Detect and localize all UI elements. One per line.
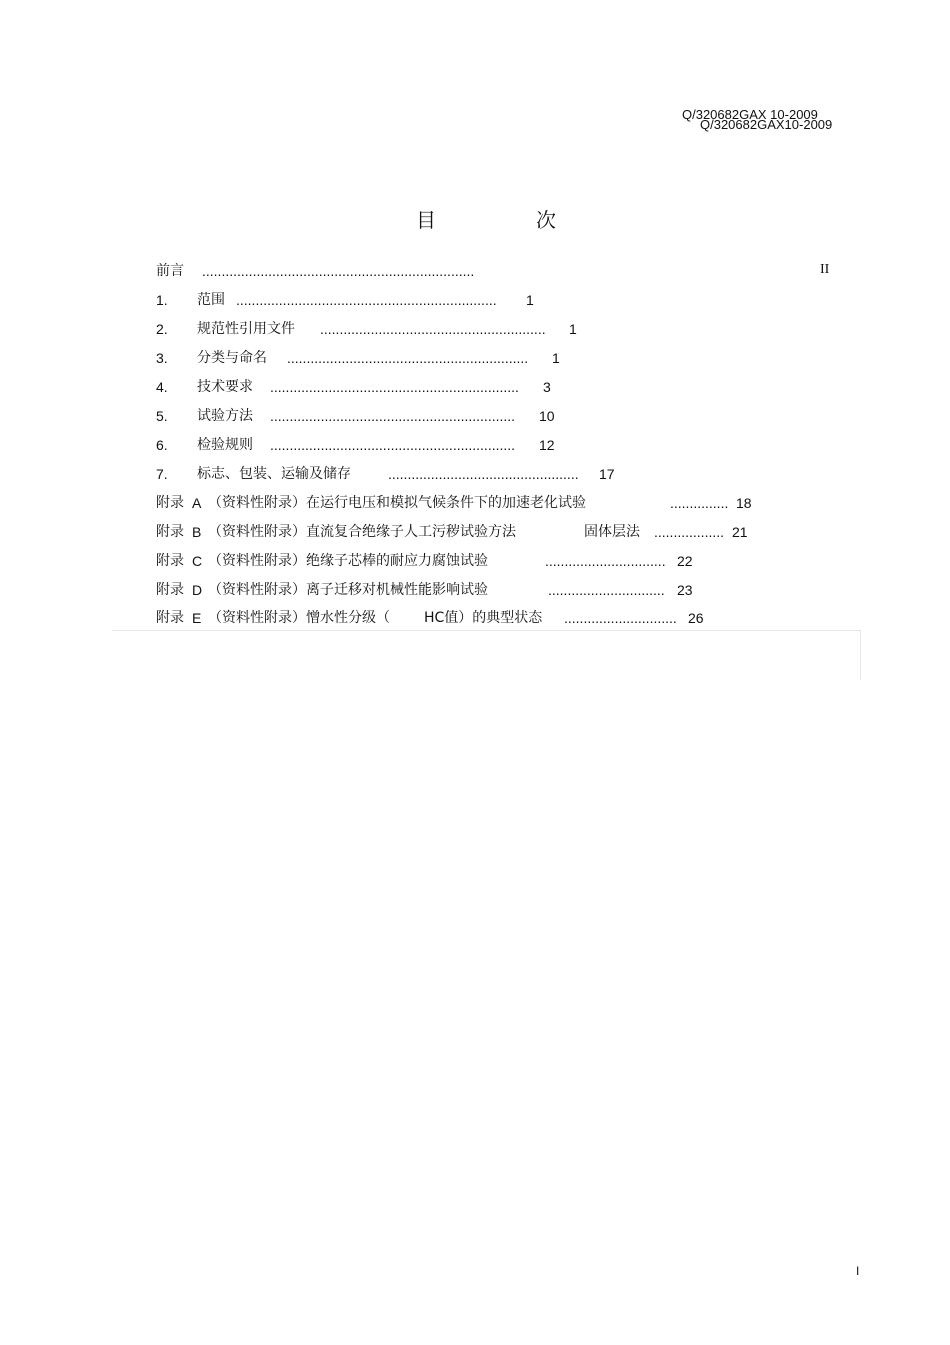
toc-page-number: 21 — [732, 524, 748, 540]
toc-appendix-prefix: 附录 — [156, 524, 184, 540]
toc-page-number: 3 — [543, 379, 551, 395]
toc-page-number: 26 — [688, 610, 704, 626]
toc-label: （资料性附录）在运行电压和模拟气候条件下的加速老化试验 — [208, 495, 586, 511]
toc-appendix-prefix: 附录 — [156, 495, 184, 511]
toc-number: 5. — [156, 408, 168, 424]
toc-appendix-letter: E — [192, 610, 202, 626]
toc-leader-dots: ............................................................... — [270, 437, 516, 453]
toc-number: 4. — [156, 379, 168, 395]
toc-appendix-prefix: 附录 — [156, 610, 184, 626]
toc-number: 2. — [156, 321, 168, 337]
toc-label: （资料性附录）绝缘子芯棒的耐应力腐蚀试验 — [208, 553, 488, 569]
toc-label: 检验规则 — [197, 437, 253, 453]
toc-page-number: 10 — [539, 408, 555, 424]
toc-number: 1. — [156, 292, 168, 308]
toc-label: 范围 — [197, 292, 225, 308]
toc-page-number: 23 — [677, 582, 693, 598]
toc-page-number: 17 — [599, 466, 615, 482]
toc-leader-dots: .......................................................... — [320, 321, 546, 337]
toc-label: （资料性附录）离子迁移对机械性能影响试验 — [208, 582, 488, 598]
frame-divider-horizontal — [112, 630, 861, 631]
frame-divider-vertical — [860, 630, 861, 680]
toc-number: 7. — [156, 466, 168, 482]
toc-number: 3. — [156, 350, 168, 366]
toc-label: 标志、包装、运输及储存 — [197, 466, 351, 482]
page-title-char-1: 目 — [416, 208, 436, 232]
toc-leader-dots: ............................... — [545, 553, 666, 569]
toc-appendix-prefix: 附录 — [156, 582, 184, 598]
toc-leader-dots: .............................. — [548, 582, 665, 598]
standard-code-header-overlay: Q/320682GAX10-2009 — [700, 117, 833, 132]
toc-leader-dots: ................................................. — [388, 466, 579, 482]
toc-appendix-letter: A — [192, 495, 202, 511]
toc-leader-dots: ............................................................... — [270, 408, 516, 424]
toc-page-number: II — [820, 262, 830, 277]
toc-page-number: 18 — [736, 495, 752, 511]
toc-leader-dots: ............................. — [564, 610, 677, 626]
toc-leader-dots: .............................................................. — [287, 350, 529, 366]
toc-appendix-letter: B — [192, 524, 202, 540]
toc-label: （资料性附录）直流复合绝缘子人工污秽试验方法 — [208, 524, 516, 540]
toc-leader-dots: .................. — [654, 524, 725, 540]
toc-label: 试验方法 — [197, 408, 253, 424]
toc-page-number: 1 — [569, 321, 577, 337]
toc-label-extra: 固体层法 — [584, 524, 640, 540]
toc-leader-dots: ................................................................... — [236, 292, 497, 308]
toc-label: （资料性附录）憎水性分级（ — [208, 610, 390, 626]
toc-page-number: 1 — [552, 350, 560, 366]
toc-label: 分类与命名 — [197, 350, 267, 366]
toc-label-extra: HC值）的典型状态 — [424, 610, 543, 626]
toc-number: 6. — [156, 437, 168, 453]
page-title-char-2: 次 — [536, 208, 556, 232]
toc-page-number: 22 — [677, 553, 693, 569]
toc-label: 前言 — [156, 263, 184, 279]
toc-appendix-letter: C — [192, 553, 203, 569]
toc-page-number: 1 — [526, 292, 534, 308]
toc-leader-dots: ............... — [670, 495, 729, 511]
footer-page-number: I — [856, 1264, 860, 1278]
toc-appendix-prefix: 附录 — [156, 553, 184, 569]
toc-page-number: 12 — [539, 437, 555, 453]
toc-label: 技术要求 — [197, 379, 253, 395]
toc-label: 规范性引用文件 — [197, 321, 295, 337]
toc-appendix-letter: D — [192, 582, 203, 598]
toc-leader-dots: ................................................................ — [270, 379, 519, 395]
toc-leader-dots: ...................................................................... — [202, 263, 475, 279]
standard-code-header: Q/320682GAX 10-2009 — [682, 107, 818, 122]
